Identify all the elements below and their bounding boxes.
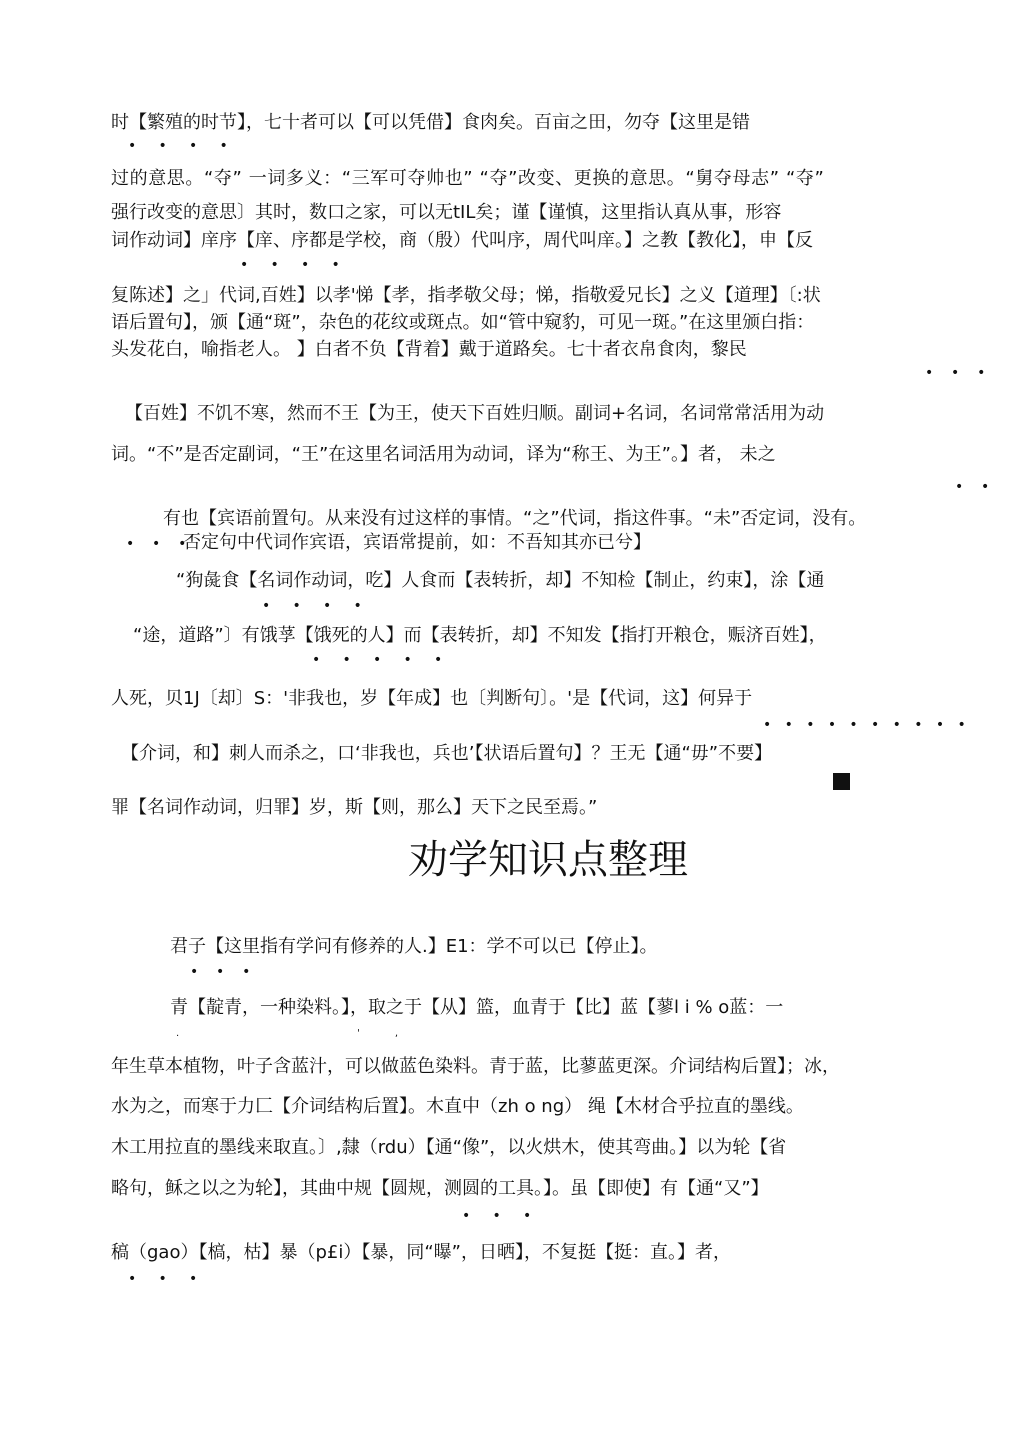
- section-title: 劝学知识点整理: [408, 837, 688, 883]
- emphasis-dots: • • • • •: [312, 652, 443, 668]
- text-line: 强行改变的意思〕其时，数口之家，可以无tIL矣；谨【谨慎，这里指认真从事，形容: [111, 202, 782, 223]
- text-line: 君子【这里指有学问有修养的人.】E1：学不可以已【停止】。: [170, 936, 658, 957]
- text-line: 罪【名词作动词，归罪】岁，斯【则，那么】天下之民至焉。”: [111, 797, 598, 818]
- emphasis-dots: • • •: [925, 365, 986, 381]
- text-line: 头发花白，喻指老人。 】白者不负【背着】戴于道路矣。七十者衣帛食肉，黎民: [111, 339, 747, 360]
- text-line: 水为之，而寒于力匚【介词结构后置】。木直中（zh o ng） 绳【木材合乎拉直的墨线。: [111, 1096, 804, 1117]
- text-line: “狗彘食【名词作动词，吃】人食而【表转折，却】不知检【制止，约束】，涂【通: [176, 570, 825, 591]
- text-line: 词。“不”是否定副词，“王”在这里名词活用为动词，译为“称王、为王”。】者， 未之: [111, 444, 776, 465]
- text-line: 稿（gao）【槁，枯】暴（p£i）【暴，同“曝”，日晒】，不复挺【挺：直。】者，: [111, 1242, 731, 1263]
- text-line: 青【靛青，一种染料。】，取之于【从】篮，血青于【比】蓝【蓼l i % o蓝：一: [170, 997, 784, 1018]
- emphasis-dots: • • • • • • • • • •: [763, 717, 966, 733]
- text-line: 词作动词】庠序【庠、序都是学校，商（殷）代叫序，周代叫庠。】之教【教化】，申【反: [111, 230, 813, 251]
- emphasis-dots: • •: [955, 479, 990, 495]
- text-line: 年生草本植物，叶子含蓝汁，可以做蓝色染料。青于蓝，比蓼蓝更深。介词结构后置】；冰，: [111, 1056, 840, 1077]
- text-line: 语后置句】，颁【通“斑”，杂色的花纹或斑点。如“管中窥豹，可见一斑。”在这里颁白指：: [111, 312, 815, 333]
- emphasis-dots: • • •: [126, 536, 187, 552]
- emphasis-dots: • • • •: [262, 598, 362, 614]
- text-line: 【介词，和】刺人而杀之，口‘非我也，兵也’【状语后置句】？王无【通“毋”不要】: [121, 743, 773, 764]
- emphasis-dots: • • • •: [128, 138, 228, 154]
- text-line: 时【繁殖的时节】，七十者可以【可以凭借】食肉矣。百亩之田，勿夺【这里是错: [111, 112, 750, 133]
- text-line: 有也【宾语前置句。从来没有过这样的事情。“之”代词，指这件事。“未”否定词，没有。: [163, 508, 867, 529]
- text-line: 木工用拉直的墨线来取直。〕,隸（rdu）【通“像”，以火烘木，使其弯曲。】以为轮【省: [111, 1137, 787, 1158]
- text-line: “途，道路”〕有饿莩【饿死的人】而【表转折，却】不知发【指打开粮仓，赈济百姓】，: [133, 625, 827, 646]
- text-line: 否定句中代词作宾语，宾语常提前，如：不吾知其亦已兮】: [183, 532, 651, 553]
- emphasis-dots: • • •: [190, 964, 251, 980]
- text-line: 【百姓】不饥不寒，然而不王【为王，使天下百姓归顺。副词+名词，名词常常活用为动: [125, 403, 825, 424]
- emphasis-dots: . ' ,: [176, 1028, 399, 1039]
- text-line: 略句，稣之以之为轮】，其曲中规【圆规，测圆的工具。】。虽【即使】有【通“又”】: [111, 1178, 769, 1199]
- text-line: 过的意思。“夺” 一词多义：“三军可夺帅也” “夺”改变、更换的意思。“舅夺母志” “夺”: [111, 168, 825, 189]
- text-line: 复陈述】之」代词,百姓】以孝'悌【孝，指孝敬父母；悌，指敬爱兄长】之义【道理】〔:状: [111, 285, 821, 306]
- emphasis-dots: • • • •: [240, 257, 340, 273]
- emphasis-dots: • • •: [462, 1208, 532, 1224]
- text-line: 人死，贝1J〔却〕S：'非我也，岁【年成】也〔判断句〕。'是【代词，这】何异于: [111, 688, 753, 709]
- black-square-mark: [833, 773, 850, 790]
- emphasis-dots: • • •: [128, 1271, 198, 1287]
